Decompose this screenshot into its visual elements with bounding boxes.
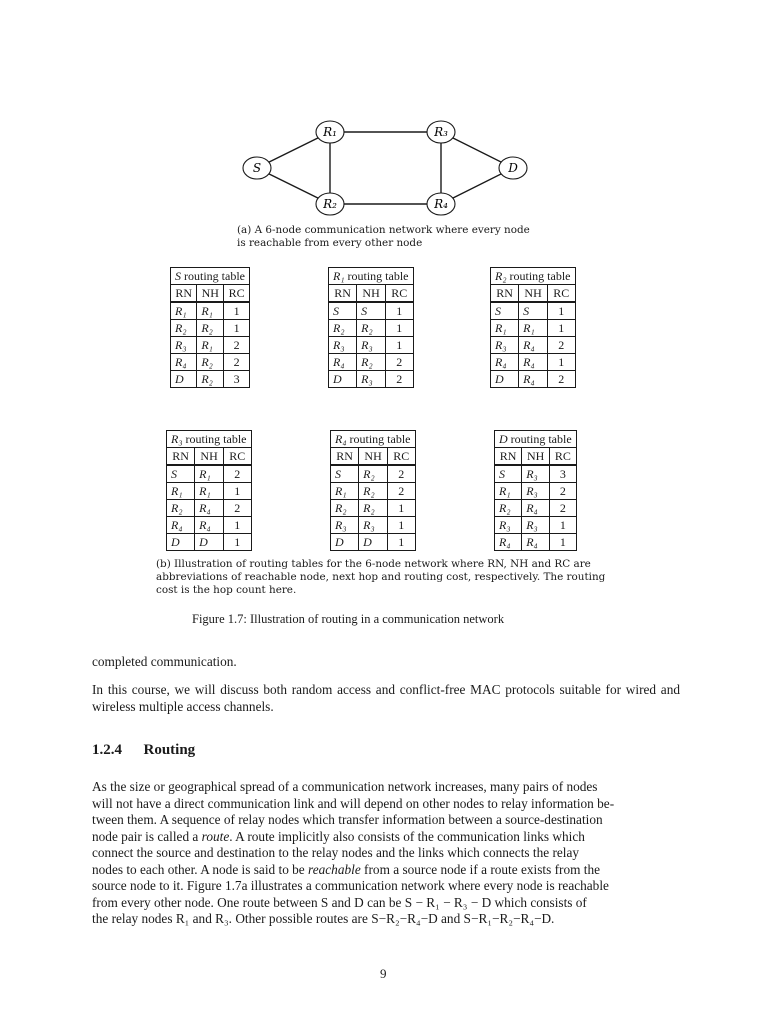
- reachable-node-cell: R₁: [495, 483, 522, 500]
- figure-caption: Figure 1.7: Illustration of routing in a communication network: [192, 612, 505, 626]
- reachable-node-cell: D: [167, 534, 195, 551]
- reachable-node-cell: R₃: [329, 337, 357, 354]
- column-header: RC: [386, 285, 413, 303]
- routing-cost-cell: 1: [388, 534, 415, 551]
- next-hop-cell: R₂: [359, 500, 388, 517]
- node-r1: [316, 121, 344, 143]
- table-row: [167, 465, 252, 483]
- table-row: [491, 337, 576, 354]
- routing-cost-cell: 2: [550, 483, 577, 500]
- routing-cost-cell: 1: [548, 354, 575, 371]
- column-header: NH: [195, 448, 224, 466]
- column-header: RC: [224, 285, 250, 303]
- reachable-node-cell: R₄: [495, 534, 522, 551]
- caption-a: [237, 224, 530, 250]
- reachable-node-cell: D: [491, 371, 519, 388]
- reachable-node-cell: S: [331, 465, 359, 483]
- routing-line-5: connect the source and destination to the relay nodes and the links which connects the relay: [92, 845, 580, 860]
- routing-cost-cell: 1: [550, 534, 577, 551]
- node-r4: [427, 193, 455, 215]
- routing-table-title: S routing table: [171, 268, 250, 285]
- node-r3: [427, 121, 455, 143]
- routing-cost-cell: 2: [388, 465, 415, 483]
- routing-cost-cell: 1: [548, 320, 575, 337]
- network-graph: [230, 112, 540, 220]
- paragraph-course: In this course, we will discuss both random access and conflict-free MAC protocols suitable for wired and wireless multiple access channels.: [92, 682, 680, 714]
- reachable-node-cell: R₁: [491, 320, 519, 337]
- routing-cost-cell: 1: [224, 483, 251, 500]
- table-row: [329, 337, 414, 354]
- caption-b: [156, 558, 626, 597]
- column-header: NH: [197, 285, 224, 303]
- column-header: NH: [522, 448, 550, 466]
- routing-cost-cell: 3: [224, 371, 250, 388]
- next-hop-cell: R₄: [195, 500, 224, 517]
- table-row: [495, 465, 577, 483]
- next-hop-cell: R₂: [357, 354, 386, 371]
- column-header: RC: [388, 448, 415, 466]
- reachable-node-cell: S: [167, 465, 195, 483]
- caption-b-line1: (b) Illustration of routing tables for the 6-node network where RN, NH and RC are: [156, 558, 591, 570]
- reachable-node-cell: R₁: [331, 483, 359, 500]
- table-row: [491, 371, 576, 388]
- column-header: RC: [224, 448, 251, 466]
- table-row: [329, 354, 414, 371]
- reachable-node-cell: R₄: [491, 354, 519, 371]
- routing-table-title: R₃ routing table: [167, 431, 252, 448]
- routing-line-9: the relay nodes R₁ and R₃. Other possible routes are S−R₂−R₄−D and S−R₁−R₂−R₄−D.: [92, 911, 555, 926]
- routing-table: [170, 267, 250, 388]
- node-s: [243, 157, 271, 179]
- table-row: [331, 534, 416, 551]
- routing-line-4: node pair is called a route. A route implicitly also consists of the communication links which: [92, 828, 585, 844]
- column-header: RN: [495, 448, 522, 466]
- caption-b-line2: abbreviations of reachable node, next hop and routing cost, respectively. The routing: [156, 571, 606, 583]
- next-hop-cell: D: [195, 534, 224, 551]
- next-hop-cell: R₄: [519, 354, 548, 371]
- next-hop-cell: R₃: [522, 517, 550, 534]
- column-header: RC: [550, 448, 577, 466]
- routing-table: [494, 430, 577, 551]
- svg-text:D: D: [508, 161, 518, 175]
- table-row: [491, 320, 576, 337]
- next-hop-cell: R₁: [197, 337, 224, 354]
- reachable-node-cell: R₁: [171, 302, 197, 320]
- routing-cost-cell: 2: [548, 371, 575, 388]
- table-row: [171, 302, 250, 320]
- table-row: [329, 371, 414, 388]
- reachable-node-cell: R₃: [491, 337, 519, 354]
- reachable-node-cell: R₄: [171, 354, 197, 371]
- reachable-node-cell: S: [495, 465, 522, 483]
- reachable-node-cell: R₁: [167, 483, 195, 500]
- table-row: [331, 500, 416, 517]
- reachable-node-cell: R₂: [329, 320, 357, 337]
- table-row: [491, 302, 576, 320]
- routing-cost-cell: 1: [388, 517, 415, 534]
- page-number: 9: [380, 966, 387, 981]
- column-header: RN: [491, 285, 519, 303]
- table-row: [167, 483, 252, 500]
- table-row: [331, 483, 416, 500]
- reachable-node-cell: S: [329, 302, 357, 320]
- table-row: [171, 320, 250, 337]
- next-hop-cell: R₂: [359, 465, 388, 483]
- routing-cost-cell: 1: [386, 320, 413, 337]
- routing-cost-cell: 1: [224, 517, 251, 534]
- node-r2: [316, 193, 344, 215]
- table-row: [167, 500, 252, 517]
- table-row: [167, 517, 252, 534]
- reachable-node-cell: R₂: [167, 500, 195, 517]
- table-row: [331, 517, 416, 534]
- caption-a-line1: (a) A 6-node communication network where every node: [237, 224, 530, 236]
- svg-text:S: S: [252, 161, 262, 175]
- routing-line-1: As the size or geographical spread of a communication network increases, many pairs of nodes: [92, 779, 598, 794]
- routing-cost-cell: 1: [224, 320, 250, 337]
- routing-line-6: nodes to each other. A node is said to be reachable from a source node if a route exists from the: [92, 861, 601, 877]
- routing-cost-cell: 2: [224, 337, 250, 354]
- reachable-node-cell: R₄: [167, 517, 195, 534]
- routing-table-title: R₂ routing table: [491, 268, 576, 285]
- reachable-node-cell: D: [331, 534, 359, 551]
- next-hop-cell: R₂: [197, 354, 224, 371]
- svg-text:R₃: R₃: [434, 125, 448, 139]
- routing-table: [330, 430, 416, 551]
- next-hop-cell: R₂: [197, 320, 224, 337]
- reachable-node-cell: S: [491, 302, 519, 320]
- table-row: [331, 465, 416, 483]
- routing-cost-cell: 1: [224, 534, 251, 551]
- term-reachable: reachable: [308, 861, 361, 877]
- column-header: RC: [548, 285, 575, 303]
- reachable-node-cell: R₂: [495, 500, 522, 517]
- table-row: [171, 371, 250, 388]
- table-row: [329, 320, 414, 337]
- svg-text:R₄: R₄: [434, 197, 448, 211]
- caption-a-line2: is reachable from every other node: [237, 237, 423, 249]
- node-d: [499, 157, 527, 179]
- next-hop-cell: R₂: [357, 320, 386, 337]
- paragraph-routing: [92, 779, 680, 928]
- routing-cost-cell: 1: [386, 302, 413, 320]
- next-hop-cell: S: [357, 302, 386, 320]
- column-header: RN: [171, 285, 197, 303]
- routing-cost-cell: 2: [386, 354, 413, 371]
- paragraph-completed: completed communication.: [92, 654, 237, 669]
- routing-cost-cell: 2: [550, 500, 577, 517]
- table-row: [171, 354, 250, 371]
- next-hop-cell: R₃: [359, 517, 388, 534]
- table-row: [495, 500, 577, 517]
- reachable-node-cell: R₃: [495, 517, 522, 534]
- routing-table-title: R₄ routing table: [331, 431, 416, 448]
- next-hop-cell: R₄: [522, 534, 550, 551]
- routing-line-2: will not have a direct communication link and will depend on other nodes to relay information be-: [92, 795, 615, 811]
- routing-cost-cell: 1: [224, 302, 250, 320]
- routing-cost-cell: 3: [550, 465, 577, 483]
- next-hop-cell: R₁: [197, 302, 224, 320]
- routing-line-3: tween them. A sequence of relay nodes which transfer information between a source-destination: [92, 812, 603, 827]
- next-hop-cell: R₄: [519, 337, 548, 354]
- column-header: NH: [359, 448, 388, 466]
- next-hop-cell: R₄: [195, 517, 224, 534]
- reachable-node-cell: D: [329, 371, 357, 388]
- svg-text:R₂: R₂: [323, 197, 337, 211]
- caption-b-line3: cost is the hop count here.: [156, 584, 297, 596]
- next-hop-cell: R₁: [195, 465, 224, 483]
- next-hop-cell: R₁: [519, 320, 548, 337]
- next-hop-cell: R₄: [522, 500, 550, 517]
- routing-cost-cell: 2: [224, 354, 250, 371]
- reachable-node-cell: R₃: [331, 517, 359, 534]
- reachable-node-cell: R₂: [171, 320, 197, 337]
- term-route: route: [201, 828, 230, 844]
- column-header: RN: [331, 448, 359, 466]
- column-header: RN: [167, 448, 195, 466]
- next-hop-cell: R₃: [357, 371, 386, 388]
- column-header: NH: [357, 285, 386, 303]
- section-number: 1.2.4: [92, 742, 122, 758]
- table-row: [495, 534, 577, 551]
- routing-cost-cell: 1: [386, 337, 413, 354]
- routing-cost-cell: 1: [548, 302, 575, 320]
- next-hop-cell: R₄: [519, 371, 548, 388]
- section-title: Routing: [143, 742, 196, 758]
- routing-cost-cell: 2: [224, 465, 251, 483]
- reachable-node-cell: R₃: [171, 337, 197, 354]
- routing-table-title: R₁ routing table: [329, 268, 414, 285]
- svg-text:R₁: R₁: [323, 125, 337, 139]
- reachable-node-cell: R₂: [331, 500, 359, 517]
- column-header: NH: [519, 285, 548, 303]
- table-row: [167, 534, 252, 551]
- routing-line-7: source node to it. Figure 1.7a illustrates a communication network where every node is reachable: [92, 878, 609, 893]
- next-hop-cell: R₃: [522, 483, 550, 500]
- routing-table: [166, 430, 252, 551]
- column-header: RN: [329, 285, 357, 303]
- next-hop-cell: R₃: [357, 337, 386, 354]
- table-row: [495, 483, 577, 500]
- routing-cost-cell: 2: [388, 483, 415, 500]
- routing-cost-cell: 2: [224, 500, 251, 517]
- table-row: [495, 517, 577, 534]
- table-row: [329, 302, 414, 320]
- next-hop-cell: D: [359, 534, 388, 551]
- routing-cost-cell: 1: [550, 517, 577, 534]
- section-heading: [92, 742, 195, 759]
- next-hop-cell: R₃: [522, 465, 550, 483]
- reachable-node-cell: R₄: [329, 354, 357, 371]
- next-hop-cell: R₂: [197, 371, 224, 388]
- reachable-node-cell: D: [171, 371, 197, 388]
- table-row: [491, 354, 576, 371]
- routing-table: [328, 267, 414, 388]
- next-hop-cell: R₂: [359, 483, 388, 500]
- routing-cost-cell: 1: [388, 500, 415, 517]
- next-hop-cell: S: [519, 302, 548, 320]
- next-hop-cell: R₁: [195, 483, 224, 500]
- routing-cost-cell: 2: [548, 337, 575, 354]
- routing-table: [490, 267, 576, 388]
- routing-cost-cell: 2: [386, 371, 413, 388]
- table-row: [171, 337, 250, 354]
- routing-line-8: from every other node. One route between S and D can be S − R₁ − R₃ − D which consists of: [92, 894, 587, 910]
- routing-table-title: D routing table: [495, 431, 577, 448]
